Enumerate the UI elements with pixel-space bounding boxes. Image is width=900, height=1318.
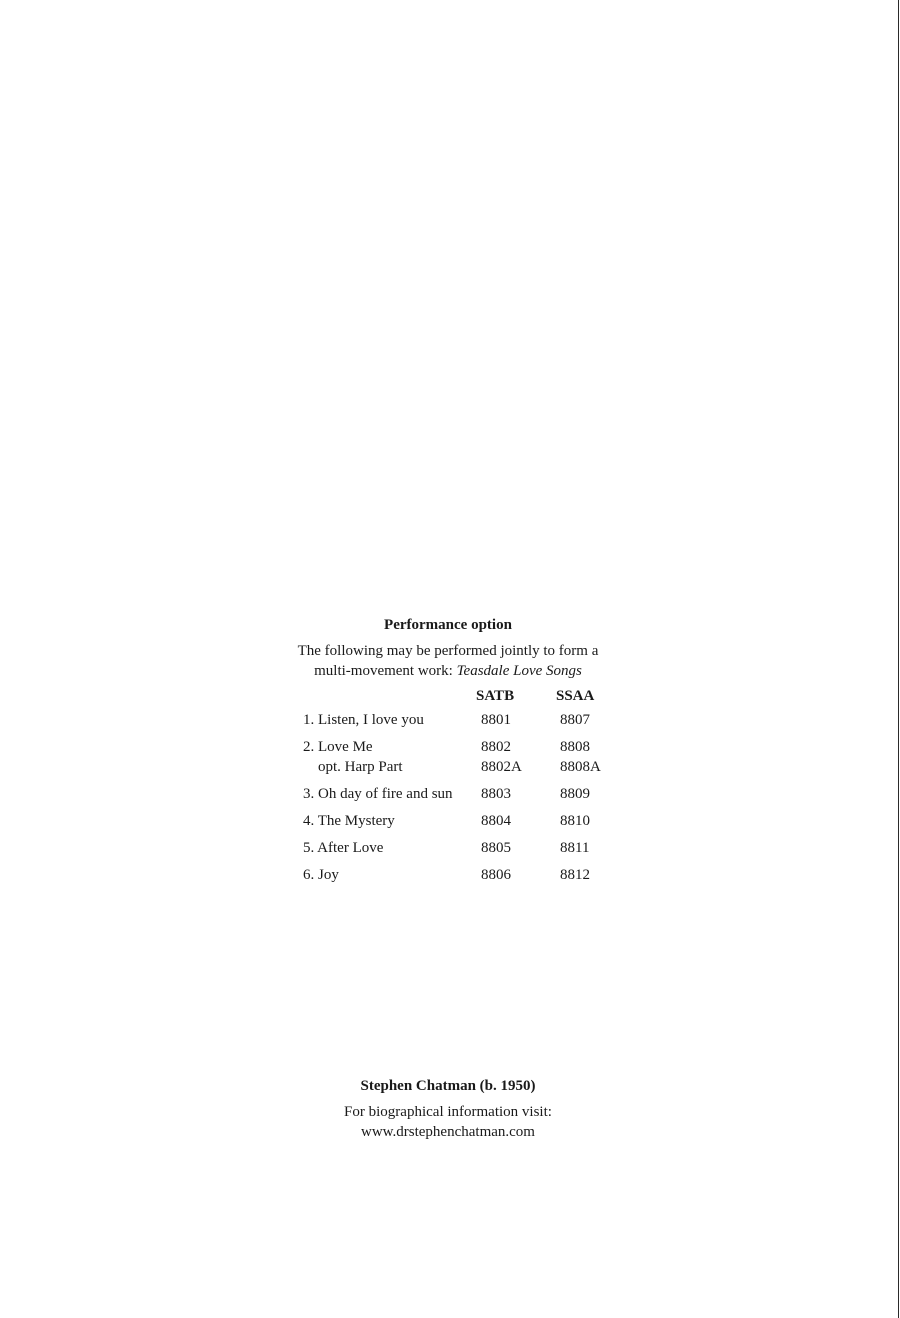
- table-row: [303, 710, 623, 730]
- movement-title: 5. After Love: [303, 840, 384, 856]
- performance-intro-line-1: The following may be performed jointly to form a: [297, 643, 599, 659]
- satb-number: 8802: [481, 739, 511, 755]
- ssaa-number: 8808: [560, 739, 590, 755]
- bio-info: [0, 1102, 896, 1142]
- composer-bio-section: [0, 1075, 896, 1142]
- composer-name: Stephen Chatman (b. 1950): [360, 1078, 536, 1094]
- work-title: Teasdale Love Songs: [456, 663, 582, 679]
- ssaa-number: 8810: [560, 813, 590, 829]
- column-header-ssaa: SSAA: [556, 688, 595, 704]
- table-row-sub: [303, 757, 623, 777]
- bio-info-line: For biographical information visit:: [344, 1104, 552, 1120]
- movement-title: 1. Listen, I love you: [303, 712, 424, 728]
- satb-number: 8802A: [481, 759, 522, 775]
- satb-number: 8805: [481, 840, 511, 856]
- satb-number: 8804: [481, 813, 511, 829]
- performance-intro: [0, 641, 896, 681]
- composer-website-link[interactable]: www.drstephenchatman.com: [361, 1124, 535, 1140]
- column-header-satb: SATB: [476, 688, 515, 704]
- ssaa-number: 8811: [560, 840, 590, 856]
- performance-intro-line-2: [0, 661, 896, 681]
- movement-title: 2. Love Me: [303, 739, 373, 755]
- movement-subtitle: opt. Harp Part: [318, 759, 403, 775]
- movement-title: 6. Joy: [303, 867, 339, 883]
- movement-title: 3. Oh day of fire and sun: [303, 786, 453, 802]
- table-row: [303, 865, 623, 885]
- performance-option-section: [0, 614, 896, 883]
- table-row: [303, 838, 623, 858]
- table-header-row: [303, 686, 623, 706]
- ssaa-number: 8809: [560, 786, 590, 802]
- ssaa-number: 8807: [560, 712, 590, 728]
- satb-number: 8806: [481, 867, 511, 883]
- ssaa-number: 8808A: [560, 759, 601, 775]
- performance-intro-prefix: multi-movement work:: [314, 663, 457, 679]
- ssaa-number: 8812: [560, 867, 590, 883]
- satb-number: 8803: [481, 786, 511, 802]
- performance-option-title: Performance option: [384, 617, 512, 633]
- table-row: [303, 811, 623, 831]
- table-row: [303, 784, 623, 804]
- movements-table: [303, 686, 623, 885]
- page-edge-line: [898, 0, 899, 1318]
- movement-title: 4. The Mystery: [303, 813, 395, 829]
- satb-number: 8801: [481, 712, 511, 728]
- table-row: [303, 737, 623, 757]
